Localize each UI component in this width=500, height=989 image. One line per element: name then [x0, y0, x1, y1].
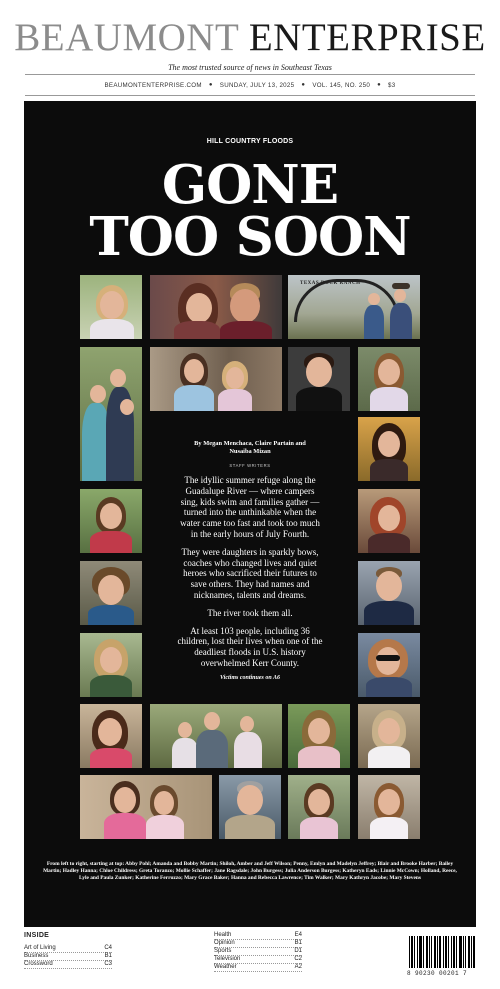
newspaper-title: [0, 16, 500, 60]
kicker: HILL COUNTRY FLOODS: [206, 138, 294, 145]
bullet-icon: ●: [301, 82, 306, 88]
index-label: Sports: [214, 948, 232, 954]
story-paragraph: The river took them all.: [207, 607, 293, 618]
index-page: E4: [294, 932, 302, 938]
website-link[interactable]: BEAUMONTENTERPRISE.COM: [104, 81, 202, 89]
index-page: C4: [104, 945, 112, 951]
victim-photo: [358, 347, 420, 411]
ranch-sign: TEXAS ROCK RANCH: [300, 281, 361, 286]
cover-panel: [24, 101, 476, 927]
index-label: Opinion: [214, 940, 235, 946]
bullet-icon: ●: [208, 82, 213, 88]
victim-photo: [219, 775, 281, 839]
barcode-number: 8 90230 00201 7: [407, 970, 468, 977]
inside-title: INSIDE: [24, 932, 50, 939]
index-page: B1: [104, 953, 112, 959]
masthead: [0, 0, 500, 100]
victim-photo: [150, 275, 282, 339]
byline: By Megan Menchaca, Claire Partain and Nusaiba Mizan: [194, 440, 306, 455]
bullet-icon: ●: [377, 82, 382, 88]
title-enterprise: ENTERPRISE: [248, 16, 486, 59]
victim-photo: [80, 347, 142, 481]
price: $3: [388, 81, 396, 89]
victim-photo: [80, 704, 142, 768]
story-paragraph: At least 103 people, including 36 children, lost their lives when one of the deadliest floods in U.S. history overwhelmed Kerr County.: [177, 625, 323, 668]
index-label: Television: [214, 956, 241, 962]
victim-photo: [358, 704, 420, 768]
victim-photo: [150, 704, 282, 768]
victim-photo: [150, 347, 282, 411]
issue-date: SUNDAY, JULY 13, 2025: [219, 81, 295, 89]
victim-photo: [288, 347, 350, 411]
victim-photo: [80, 561, 142, 625]
tagline: The most trusted source of news in Southeast Texas: [168, 63, 332, 72]
index-page: D1: [294, 948, 302, 954]
victim-photo: [358, 489, 420, 553]
victim-photo: [80, 775, 212, 839]
inside-index: [24, 932, 476, 989]
victim-photo: [358, 417, 420, 481]
index-label: Business: [24, 953, 49, 959]
headline-line-1: GONE: [161, 154, 339, 216]
index-page: C2: [294, 956, 302, 962]
story-paragraph: The idyllic summer refuge along the Guadalupe River — where campers sing, kids swim and families gather — turned into the unthinkable when the water came too fast and took too much in the early hours of July Fourth.: [180, 475, 320, 539]
victim-photo: [288, 275, 420, 339]
index-item[interactable]: [214, 964, 302, 972]
index-page: C3: [104, 961, 112, 967]
photo-caption: From left to right, starting at top: Abby Pohl; Amanda and Bobby Martin; Shiloh, Amber and Jeff Wilson; Penny, Emlyn and Madelyn Jeffrey; Blair and Brooke Harber; Bailey Martin; Hadley Hanna; Chloe Childress; Greta Toranzo; Mollie Schaffer; Jane Ragsdale; John Burgess; Julia Anderson Burgess; Katheryn Eads; Linnie McCown; Holland, Reece, Lyle and Paula Zunker; Katherine Ferruzzo; Mary Grace Baker; Hanna and Rebecca Lawrence; Tim Walker; Mary Kathryn Jacobe; Mary Stevens: [43, 861, 457, 882]
story-text: [176, 475, 324, 684]
index-page: B1: [294, 940, 302, 946]
index-page: A2: [294, 964, 302, 970]
victim-photo: [288, 704, 350, 768]
victim-photo: [80, 275, 142, 339]
victim-photo: [80, 489, 142, 553]
index-item[interactable]: [24, 961, 112, 969]
victim-photo: [80, 633, 142, 697]
barcode-icon: [409, 936, 475, 968]
headline-line-2: TOO SOON: [89, 206, 411, 268]
index-label: Health: [214, 932, 232, 938]
headline: [24, 154, 476, 268]
jump-line[interactable]: Victims continues on A6: [220, 674, 280, 681]
volume-number: VOL. 145, NO. 250: [312, 81, 371, 89]
staff-writers-label: STAFF WRITERS: [229, 463, 271, 468]
victim-photo: [358, 561, 420, 625]
index-label: Weather: [214, 964, 237, 970]
victim-photo: [288, 775, 350, 839]
victim-photo: [358, 775, 420, 839]
title-beaumont: BEAUMONT: [14, 16, 239, 59]
story-paragraph: They were daughters in sparkly bows, coaches who changed lives and quiet heroes who sacrificed their futures to save others. They had names and nicknames, talents and dreams.: [181, 546, 319, 600]
folio-line: [25, 74, 475, 96]
index-label: Art of Living: [24, 945, 56, 951]
index-label: Crossword: [24, 961, 53, 967]
victim-photo: [358, 633, 420, 697]
